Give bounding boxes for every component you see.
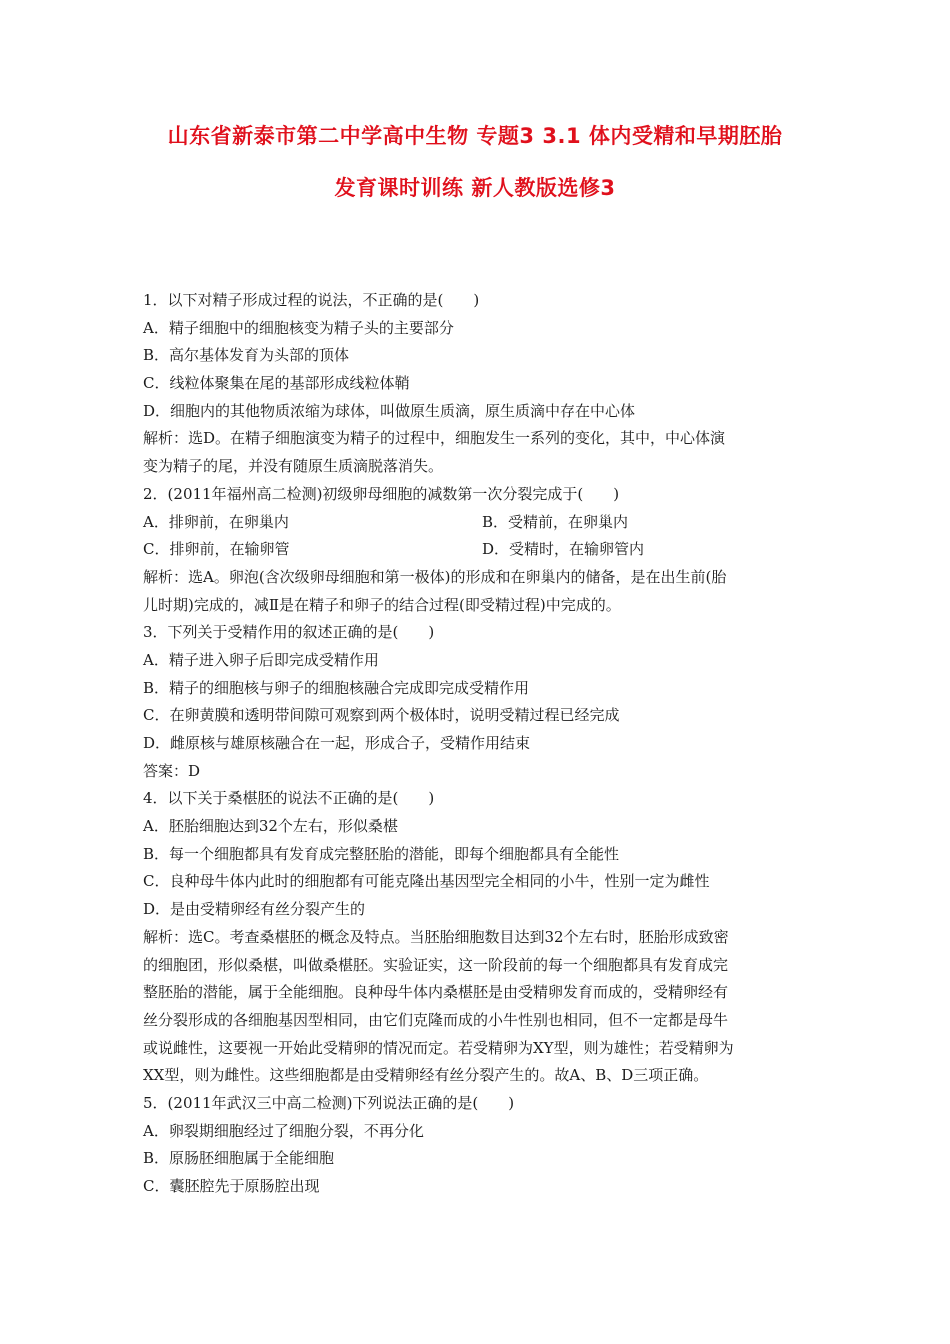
question-3-option-c: C．在卵黄膜和透明带间隙可观察到两个极体时，说明受精过程已经完成 (143, 706, 620, 725)
question-1-analysis-line: 解析：选D。在精子细胞演变为精子的过程中，细胞发生一系列的变化，其中，中心体演 (143, 429, 726, 448)
question-2-analysis-line: 解析：选A。卵泡(含次级卵母细胞和第一极体)的形成和在卵巢内的储备，是在出生前(胎 (143, 567, 727, 586)
question-3-answer: 答案：D (143, 761, 201, 780)
question-1-option-d: D．细胞内的其他物质浓缩为球体，叫做原生质滴，原生质滴中存在中心体 (143, 401, 636, 420)
question-4-option-b: B．每一个细胞都具有发育成完整胚胎的潜能，即每个细胞都具有全能性 (143, 844, 620, 863)
question-1-option-b: B．高尔基体发育为头部的顶体 (143, 346, 350, 365)
question-5-stem: 5．(2011年武汉三中高二检测)下列说法正确的是( ) (143, 1093, 515, 1112)
question-2-option-c: C．排卵前，在输卵管 (143, 540, 290, 559)
question-2-option-b: B．受精前，在卵巢内 (482, 512, 629, 531)
question-5-option-a: A．卵裂期细胞经过了细胞分裂，不再分化 (143, 1121, 424, 1140)
question-4-analysis-line: XX型，则为雌性。这些细胞都是由受精卵经有丝分裂产生的。故A、B、D三项正确。 (143, 1066, 709, 1085)
question-4-analysis-line: 的细胞团，形似桑椹，叫做桑椹胚。实验证实，这一阶段前的每一个细胞都具有发育成完 (143, 955, 729, 974)
question-3-option-b: B．精子的细胞核与卵子的细胞核融合完成即完成受精作用 (143, 678, 530, 697)
question-5-option-b: B．原肠胚细胞属于全能细胞 (143, 1149, 335, 1168)
question-4-option-d: D．是由受精卵经有丝分裂产生的 (143, 900, 366, 919)
question-4-option-a: A．胚胎细胞达到32个左右，形似桑椹 (143, 817, 398, 836)
question-4-option-c: C．良种母牛体内此时的细胞都有可能克隆出基因型完全相同的小牛，性别一定为雌性 (143, 872, 710, 891)
question-2-option-d: D．受精时，在输卵管内 (482, 540, 645, 559)
question-4-analysis-line: 或说雌性，这要视一开始此受精卵的情况而定。若受精卵为XY型，则为雄性；若受精卵为 (143, 1038, 734, 1057)
question-3-option-d: D．雌原核与雄原核融合在一起，形成合子，受精作用结束 (143, 734, 531, 752)
question-1-analysis-line: 变为精子的尾，并没有随原生质滴脱落消失。 (143, 457, 444, 476)
document-title-line-1: 山东省新泰市第二中学高中生物 专题3 3.1 体内受精和早期胚胎 (167, 124, 783, 148)
question-4-stem: 4．以下关于桑椹胚的说法不正确的是( ) (143, 789, 435, 808)
question-1-option-a: A．精子细胞中的细胞核变为精子头的主要部分 (143, 318, 454, 337)
document-title-line-2: 发育课时训练 新人教版选修3 (334, 176, 616, 200)
question-2-option-a: A．排卵前，在卵巢内 (143, 512, 289, 531)
question-5-option-c: C．囊胚腔先于原肠腔出现 (143, 1177, 320, 1195)
question-3-stem: 3．下列关于受精作用的叙述正确的是( ) (143, 623, 435, 642)
document-body (143, 287, 815, 1201)
question-2-analysis-line: 儿时期)完成的，减Ⅱ是在精子和卵子的结合过程(即受精过程)中完成的。 (143, 595, 621, 614)
question-2-stem: 2．(2011年福州高二检测)初级卵母细胞的减数第一次分裂完成于( ) (143, 484, 620, 503)
question-2-options-row (143, 536, 815, 564)
question-1-option-c: C．线粒体聚集在尾的基部形成线粒体鞘 (143, 374, 410, 393)
question-2-options-row (143, 509, 815, 537)
question-4-analysis-line: 解析：选C。考查桑椹胚的概念及特点。当胚胎细胞数目达到32个左右时，胚胎形成致密 (143, 927, 729, 946)
question-3-option-a: A．精子进入卵子后即完成受精作用 (143, 650, 379, 669)
question-1-stem: 1．以下对精子形成过程的说法，不正确的是( ) (143, 291, 480, 309)
question-4-analysis-line: 整胚胎的潜能，属于全能细胞。良种母牛体内桑椹胚是由受精卵发育而成的，受精卵经有 (143, 983, 729, 1002)
question-4-analysis-line: 丝分裂形成的各细胞基因型相同，由它们克隆而成的小牛性别也相同，但不一定都是母牛 (143, 1010, 729, 1029)
